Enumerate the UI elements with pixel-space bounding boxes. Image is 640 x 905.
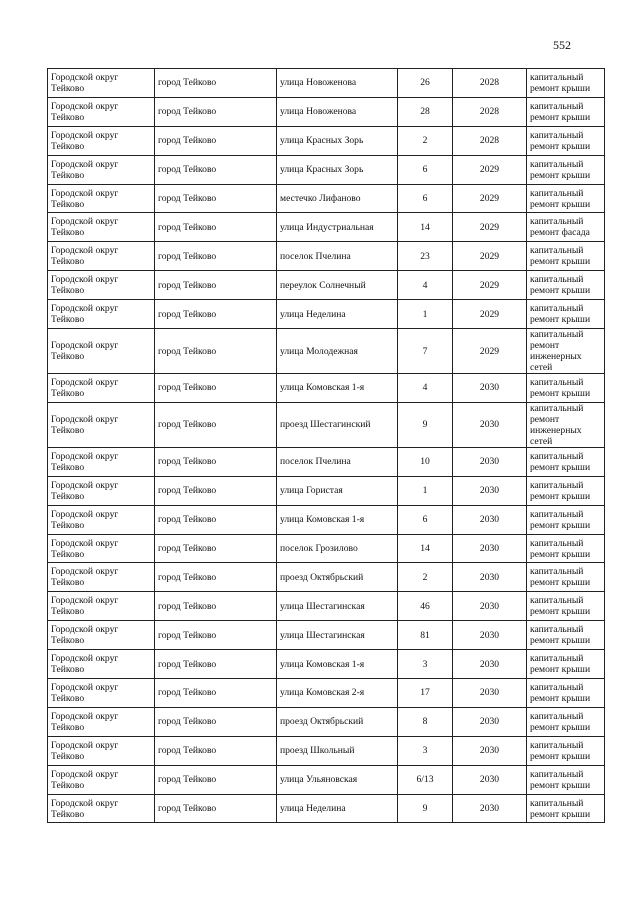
- house-number-cell: 4: [398, 271, 453, 300]
- street-cell: переулок Солнечный: [277, 271, 398, 300]
- district-cell: Городской округ Тейково: [48, 476, 155, 505]
- work-type-cell: капитальный ремонт инженерных сетей: [527, 329, 605, 374]
- work-type-cell: капитальный ремонт крыши: [527, 679, 605, 708]
- city-cell: город Тейково: [155, 679, 277, 708]
- table-row: [48, 155, 605, 184]
- year-cell: 2028: [453, 69, 527, 98]
- work-type-cell: капитальный ремонт крыши: [527, 707, 605, 736]
- page-number: 552: [553, 38, 571, 52]
- work-type-cell: капитальный ремонт крыши: [527, 765, 605, 794]
- year-cell: 2028: [453, 126, 527, 155]
- table-row: [48, 765, 605, 794]
- house-number-cell: 14: [398, 534, 453, 563]
- street-cell: улица Неделина: [277, 300, 398, 329]
- city-cell: город Тейково: [155, 447, 277, 476]
- city-cell: город Тейково: [155, 707, 277, 736]
- city-cell: город Тейково: [155, 621, 277, 650]
- house-number-cell: 10: [398, 447, 453, 476]
- district-cell: Городской округ Тейково: [48, 213, 155, 242]
- year-cell: 2030: [453, 402, 527, 447]
- district-cell: Городской округ Тейково: [48, 505, 155, 534]
- house-number-cell: 6: [398, 184, 453, 213]
- year-cell: 2030: [453, 505, 527, 534]
- district-cell: Городской округ Тейково: [48, 563, 155, 592]
- year-cell: 2029: [453, 155, 527, 184]
- street-cell: улица Красных Зорь: [277, 155, 398, 184]
- work-type-cell: капитальный ремонт фасада: [527, 213, 605, 242]
- district-cell: Городской округ Тейково: [48, 765, 155, 794]
- district-cell: Городской округ Тейково: [48, 621, 155, 650]
- house-number-cell: 23: [398, 242, 453, 271]
- street-cell: проезд Шестагинский: [277, 402, 398, 447]
- year-cell: 2030: [453, 679, 527, 708]
- city-cell: город Тейково: [155, 184, 277, 213]
- year-cell: 2030: [453, 592, 527, 621]
- work-type-cell: капитальный ремонт крыши: [527, 476, 605, 505]
- table-row: [48, 621, 605, 650]
- work-type-cell: капитальный ремонт крыши: [527, 447, 605, 476]
- year-cell: 2030: [453, 736, 527, 765]
- street-cell: улица Молодежная: [277, 329, 398, 374]
- district-cell: Городской округ Тейково: [48, 329, 155, 374]
- city-cell: город Тейково: [155, 592, 277, 621]
- city-cell: город Тейково: [155, 402, 277, 447]
- table-row: [48, 534, 605, 563]
- year-cell: 2029: [453, 184, 527, 213]
- street-cell: улица Комовская 1-я: [277, 374, 398, 403]
- city-cell: город Тейково: [155, 300, 277, 329]
- table-row: [48, 271, 605, 300]
- year-cell: 2030: [453, 447, 527, 476]
- table-row: [48, 184, 605, 213]
- city-cell: город Тейково: [155, 476, 277, 505]
- work-type-cell: капитальный ремонт крыши: [527, 97, 605, 126]
- house-number-cell: 17: [398, 679, 453, 708]
- street-cell: проезд Школьный: [277, 736, 398, 765]
- street-cell: улица Индустриальная: [277, 213, 398, 242]
- city-cell: город Тейково: [155, 329, 277, 374]
- street-cell: улица Комовская 1-я: [277, 505, 398, 534]
- table-row: [48, 329, 605, 374]
- work-type-cell: капитальный ремонт крыши: [527, 242, 605, 271]
- street-cell: улица Новоженова: [277, 69, 398, 98]
- work-type-cell: капитальный ремонт крыши: [527, 563, 605, 592]
- table-row: [48, 97, 605, 126]
- year-cell: 2029: [453, 300, 527, 329]
- district-cell: Городской округ Тейково: [48, 97, 155, 126]
- district-cell: Городской округ Тейково: [48, 794, 155, 823]
- year-cell: 2029: [453, 329, 527, 374]
- year-cell: 2030: [453, 621, 527, 650]
- street-cell: улица Шестагинская: [277, 592, 398, 621]
- city-cell: город Тейково: [155, 271, 277, 300]
- district-cell: Городской округ Тейково: [48, 69, 155, 98]
- district-cell: Городской округ Тейково: [48, 184, 155, 213]
- work-type-cell: капитальный ремонт крыши: [527, 505, 605, 534]
- house-number-cell: 6: [398, 155, 453, 184]
- street-cell: местечко Лифаново: [277, 184, 398, 213]
- city-cell: город Тейково: [155, 155, 277, 184]
- house-number-cell: 6: [398, 505, 453, 534]
- year-cell: 2030: [453, 765, 527, 794]
- year-cell: 2030: [453, 476, 527, 505]
- city-cell: город Тейково: [155, 69, 277, 98]
- district-cell: Городской округ Тейково: [48, 650, 155, 679]
- table-row: [48, 126, 605, 155]
- year-cell: 2030: [453, 563, 527, 592]
- work-type-cell: капитальный ремонт инженерных сетей: [527, 402, 605, 447]
- house-number-cell: 2: [398, 563, 453, 592]
- district-cell: Городской округ Тейково: [48, 374, 155, 403]
- year-cell: 2030: [453, 650, 527, 679]
- house-number-cell: 1: [398, 476, 453, 505]
- street-cell: поселок Грозилово: [277, 534, 398, 563]
- city-cell: город Тейково: [155, 765, 277, 794]
- district-cell: Городской округ Тейково: [48, 534, 155, 563]
- repair-schedule-table: [47, 68, 605, 823]
- house-number-cell: 7: [398, 329, 453, 374]
- year-cell: 2029: [453, 213, 527, 242]
- year-cell: 2029: [453, 271, 527, 300]
- house-number-cell: 9: [398, 402, 453, 447]
- table-row: [48, 650, 605, 679]
- table-row: [48, 476, 605, 505]
- city-cell: город Тейково: [155, 242, 277, 271]
- city-cell: город Тейково: [155, 650, 277, 679]
- table-row: [48, 592, 605, 621]
- city-cell: город Тейково: [155, 126, 277, 155]
- table-row: [48, 447, 605, 476]
- work-type-cell: капитальный ремонт крыши: [527, 300, 605, 329]
- street-cell: улица Новоженова: [277, 97, 398, 126]
- district-cell: Городской округ Тейково: [48, 155, 155, 184]
- work-type-cell: капитальный ремонт крыши: [527, 271, 605, 300]
- district-cell: Городской округ Тейково: [48, 679, 155, 708]
- table-row: [48, 707, 605, 736]
- work-type-cell: капитальный ремонт крыши: [527, 184, 605, 213]
- table-row: [48, 300, 605, 329]
- work-type-cell: капитальный ремонт крыши: [527, 155, 605, 184]
- work-type-cell: капитальный ремонт крыши: [527, 736, 605, 765]
- city-cell: город Тейково: [155, 736, 277, 765]
- house-number-cell: 9: [398, 794, 453, 823]
- year-cell: 2030: [453, 534, 527, 563]
- city-cell: город Тейково: [155, 97, 277, 126]
- district-cell: Городской округ Тейково: [48, 271, 155, 300]
- table-row: [48, 213, 605, 242]
- house-number-cell: 2: [398, 126, 453, 155]
- city-cell: город Тейково: [155, 505, 277, 534]
- house-number-cell: 81: [398, 621, 453, 650]
- house-number-cell: 6/13: [398, 765, 453, 794]
- year-cell: 2030: [453, 794, 527, 823]
- work-type-cell: капитальный ремонт крыши: [527, 650, 605, 679]
- street-cell: улица Шестагинская: [277, 621, 398, 650]
- city-cell: город Тейково: [155, 794, 277, 823]
- house-number-cell: 4: [398, 374, 453, 403]
- city-cell: город Тейково: [155, 213, 277, 242]
- street-cell: проезд Октябрьский: [277, 707, 398, 736]
- house-number-cell: 14: [398, 213, 453, 242]
- street-cell: поселок Пчелина: [277, 447, 398, 476]
- street-cell: улица Комовская 1-я: [277, 650, 398, 679]
- year-cell: 2029: [453, 242, 527, 271]
- street-cell: улица Неделина: [277, 794, 398, 823]
- table-row: [48, 563, 605, 592]
- house-number-cell: 46: [398, 592, 453, 621]
- work-type-cell: капитальный ремонт крыши: [527, 374, 605, 403]
- table-row: [48, 69, 605, 98]
- street-cell: проезд Октябрьский: [277, 563, 398, 592]
- house-number-cell: 3: [398, 650, 453, 679]
- house-number-cell: 1: [398, 300, 453, 329]
- house-number-cell: 28: [398, 97, 453, 126]
- table-body: [48, 69, 605, 823]
- district-cell: Городской округ Тейково: [48, 300, 155, 329]
- work-type-cell: капитальный ремонт крыши: [527, 592, 605, 621]
- table-row: [48, 794, 605, 823]
- street-cell: улица Ульяновская: [277, 765, 398, 794]
- house-number-cell: 8: [398, 707, 453, 736]
- table-row: [48, 374, 605, 403]
- year-cell: 2030: [453, 374, 527, 403]
- city-cell: город Тейково: [155, 534, 277, 563]
- city-cell: город Тейково: [155, 563, 277, 592]
- work-type-cell: капитальный ремонт крыши: [527, 534, 605, 563]
- district-cell: Городской округ Тейково: [48, 242, 155, 271]
- house-number-cell: 26: [398, 69, 453, 98]
- table-row: [48, 505, 605, 534]
- table-row: [48, 679, 605, 708]
- table-row: [48, 242, 605, 271]
- street-cell: поселок Пчелина: [277, 242, 398, 271]
- street-cell: улица Гористая: [277, 476, 398, 505]
- district-cell: Городской округ Тейково: [48, 402, 155, 447]
- table-row: [48, 402, 605, 447]
- work-type-cell: капитальный ремонт крыши: [527, 621, 605, 650]
- work-type-cell: капитальный ремонт крыши: [527, 126, 605, 155]
- table-row: [48, 736, 605, 765]
- district-cell: Городской округ Тейково: [48, 126, 155, 155]
- work-type-cell: капитальный ремонт крыши: [527, 69, 605, 98]
- work-type-cell: капитальный ремонт крыши: [527, 794, 605, 823]
- house-number-cell: 3: [398, 736, 453, 765]
- district-cell: Городской округ Тейково: [48, 736, 155, 765]
- district-cell: Городской округ Тейково: [48, 447, 155, 476]
- year-cell: 2028: [453, 97, 527, 126]
- street-cell: улица Комовская 2-я: [277, 679, 398, 708]
- year-cell: 2030: [453, 707, 527, 736]
- street-cell: улица Красных Зорь: [277, 126, 398, 155]
- district-cell: Городской округ Тейково: [48, 592, 155, 621]
- city-cell: город Тейково: [155, 374, 277, 403]
- district-cell: Городской округ Тейково: [48, 707, 155, 736]
